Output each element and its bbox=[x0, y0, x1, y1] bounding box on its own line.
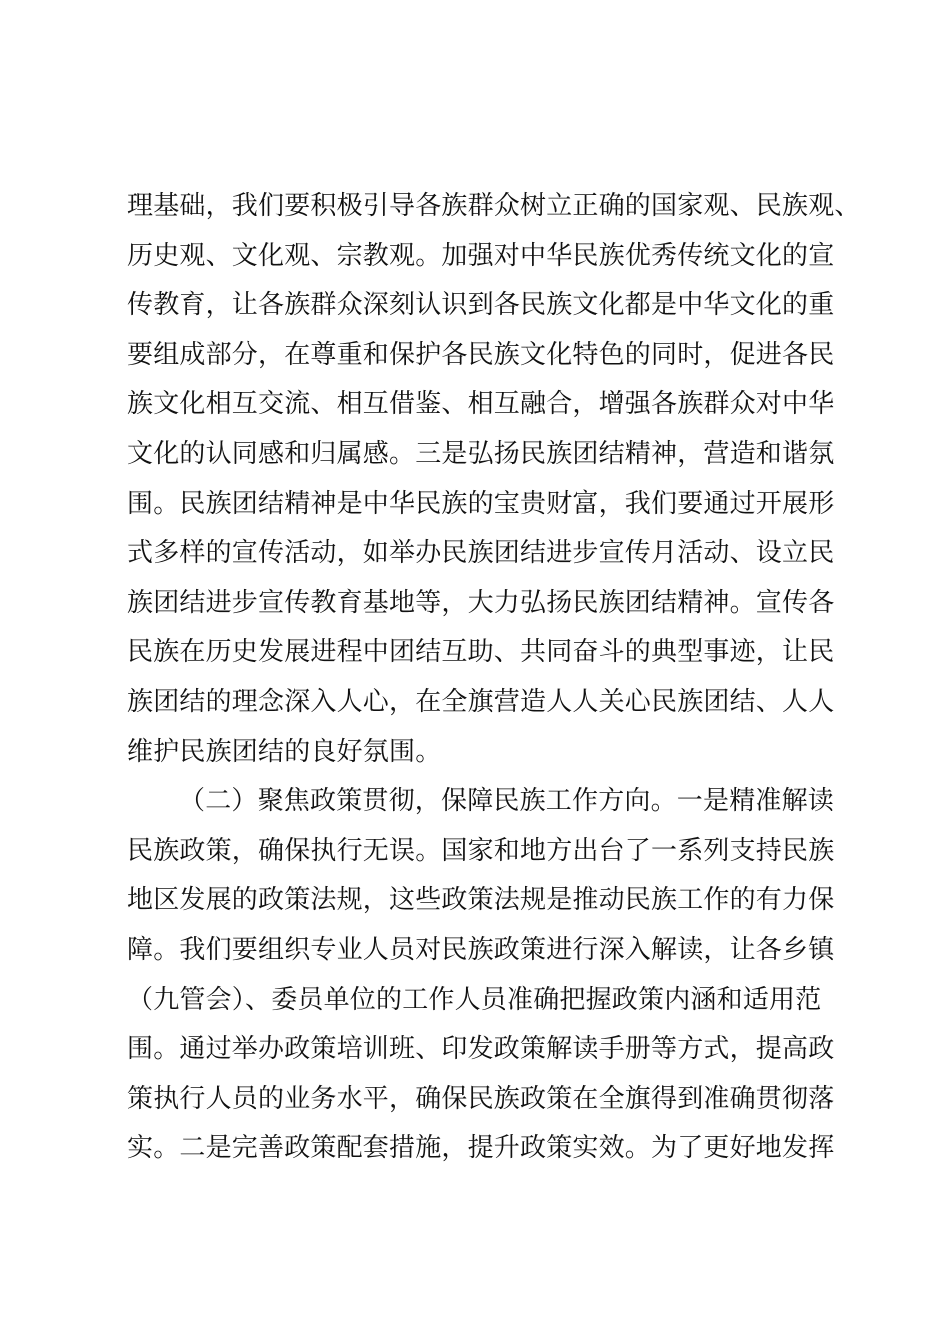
text-line: 策执行人员的业务水平，确保民族政策在全旗得到准确贯彻落 bbox=[127, 1083, 835, 1114]
text-line: 维护民族团结的良好氛围。 bbox=[127, 736, 442, 767]
section-heading-line: （二）聚焦政策贯彻，保障民族工作方向。一是精准解读 bbox=[179, 786, 835, 817]
text-line: 传教育，让各族群众深刻认识到各民族文化都是中华文化的重 bbox=[127, 290, 835, 321]
text-line: 民族在历史发展进程中团结互助、共同奋斗的典型事迹，让民 bbox=[127, 637, 835, 668]
text-line: 族团结的理念深入人心，在全旗营造人人关心民族团结、人人 bbox=[127, 686, 835, 717]
text-line: 要组成部分，在尊重和保护各民族文化特色的同时，促进各民 bbox=[127, 339, 835, 370]
text-line: 地区发展的政策法规，这些政策法规是推动民族工作的有力保 bbox=[127, 885, 835, 916]
text-line: （九管会）、委员单位的工作人员准确把握政策内涵和适用范 bbox=[127, 984, 822, 1015]
text-line: 历史观、文化观、宗教观。加强对中华民族优秀传统文化的宣 bbox=[127, 240, 835, 271]
text-line: 文化的认同感和归属感。三是弘扬民族团结精神，营造和谐氛 bbox=[127, 438, 835, 469]
text-line: 围。通过举办政策培训班、印发政策解读手册等方式，提高政 bbox=[127, 1034, 835, 1065]
text-line: 围。民族团结精神是中华民族的宝贵财富，我们要通过开展形 bbox=[127, 488, 835, 519]
text-line: 族文化相互交流、相互借鉴、相互融合，增强各族群众对中华 bbox=[127, 389, 835, 420]
text-line: 民族政策，确保执行无误。国家和地方出台了一系列支持民族 bbox=[127, 835, 835, 866]
text-line: 族团结进步宣传教育基地等，大力弘扬民族团结精神。宣传各 bbox=[127, 587, 835, 618]
text-line: 理基础，我们要积极引导各族群众树立正确的国家观、民族观、 bbox=[127, 191, 861, 221]
text-line: 障。我们要组织专业人员对民族政策进行深入解读，让各乡镇 bbox=[127, 934, 835, 965]
text-line: 实。二是完善政策配套措施，提升政策实效。为了更好地发挥 bbox=[127, 1133, 835, 1164]
text-line: 式多样的宣传活动，如举办民族团结进步宣传月活动、设立民 bbox=[127, 538, 835, 569]
body-text bbox=[127, 182, 861, 1174]
